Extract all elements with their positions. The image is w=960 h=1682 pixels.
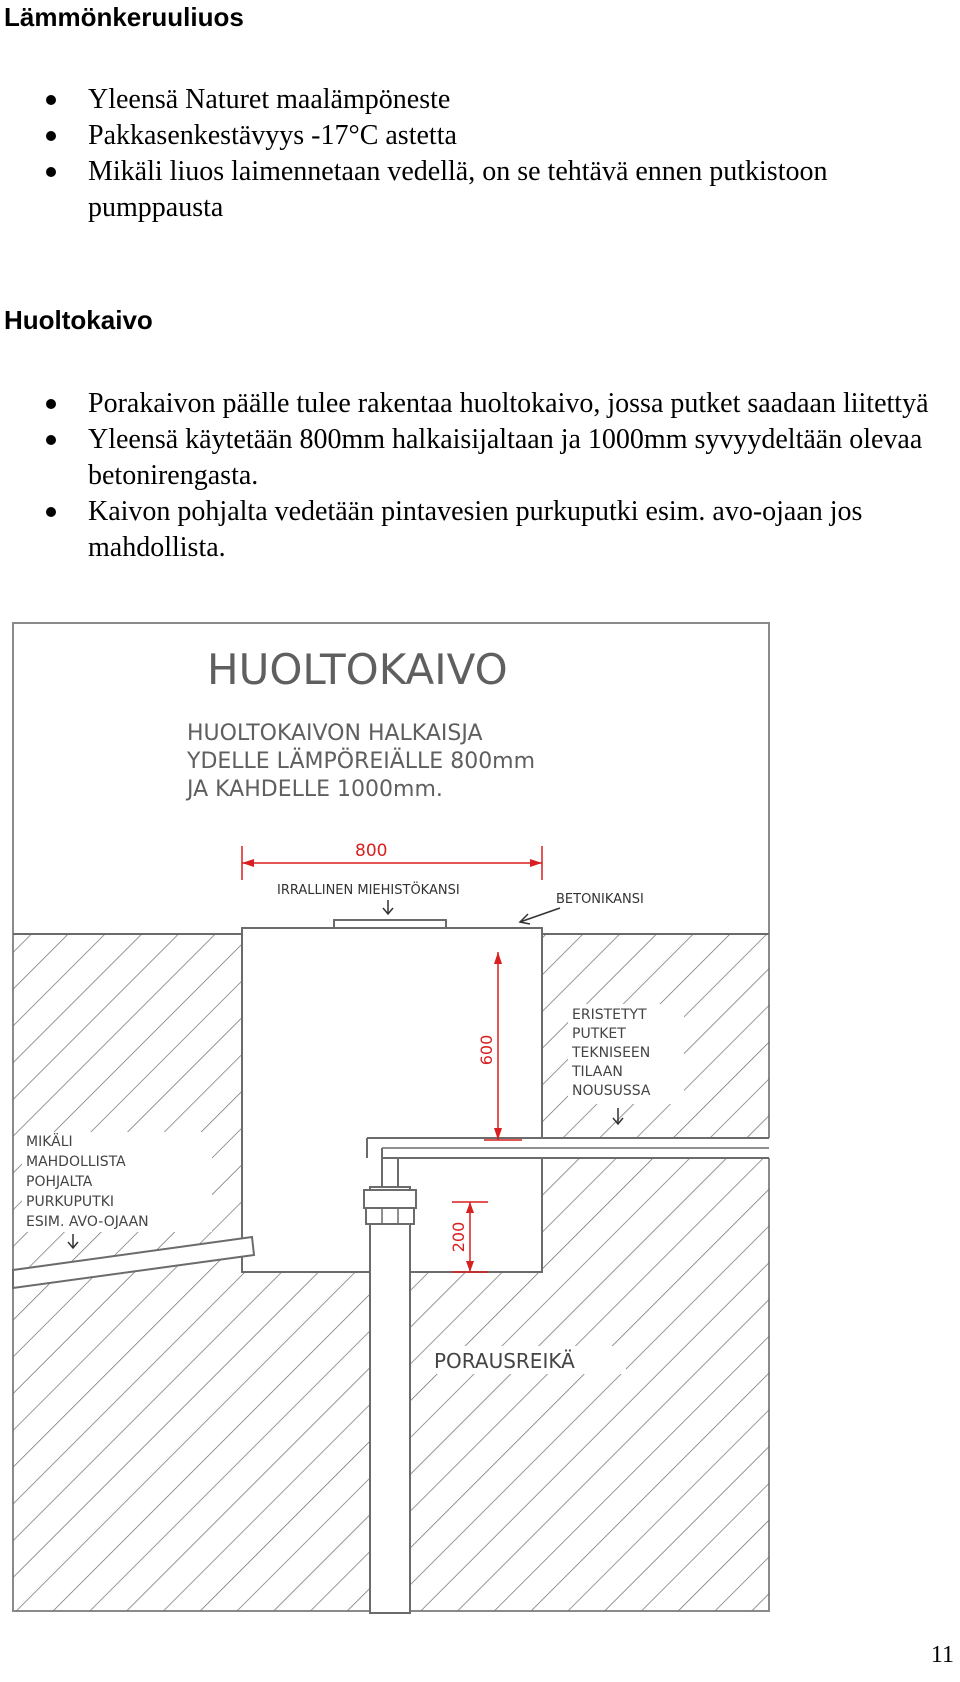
section-heading-huoltokaivo: Huoltokaivo [4,305,153,335]
list-item: Pakkasenkestävyys -17°C astetta [0,118,948,154]
service-well-drawing [12,622,770,1614]
section-heading-lammonkeruuliuos: Lämmönkeruuliuos [4,2,244,32]
cover-label: BETONIKANSI [556,892,644,907]
drawing-note-line: JA KAHDELLE 1000mm. [187,777,443,802]
lid-label: IRRALLINEN MIEHISTÖKANSI [277,883,460,898]
pipes-label: ERISTETYT PUTKET TEKNISEEN TILAAN NOUSUSSA [572,1007,651,1099]
width-dimension-label: 800 [355,841,388,861]
manhole-lid [334,920,446,928]
drawing-note-line: YDELLE LÄMPÖREIÄLLE 800mm [187,749,536,774]
drawing-note-line: HUOLTOKAIVON HALKAISJA [187,721,483,746]
borehole-label: PORAUSREIKÄ [434,1349,575,1373]
borehole-casing [370,1187,410,1613]
drain-label: MIKÄLI MAHDOLLISTA POHJALTA PURKUPUTKI ESIM. AVO-OJAAN [26,1134,149,1230]
gap-dimension-label: 200 [449,1221,468,1253]
casing-coupling-bottom [366,1208,414,1224]
depth-dimension-label: 600 [477,1034,496,1066]
list-item: Yleensä Naturet maalämpöneste [0,82,948,118]
list-item: Porakaivon päälle tulee rakentaa huoltokaivo, jossa putket saadaan liitettyä [0,386,948,422]
drawing-title: HUOLTOKAIVO [207,645,508,694]
bullet-list-huoltokaivo [0,386,948,566]
list-item: Yleensä käytetään 800mm halkaisijaltaan ja 1000mm syvyydeltään olevaa betonirengasta. [0,422,948,494]
page-number: 11 [930,1642,954,1668]
service-well-diagram [12,622,770,1614]
list-item: Mikäli liuos laimennetaan vedellä, on se tehtävä ennen putkistoon pumppausta [0,154,948,226]
casing-coupling-top [364,1190,416,1208]
list-item: Kaivon pohjalta vedetään pintavesien purkuputki esim. avo-ojaan jos mahdollista. [0,494,948,566]
bullet-list-lammonkeruuliuos [0,82,948,226]
